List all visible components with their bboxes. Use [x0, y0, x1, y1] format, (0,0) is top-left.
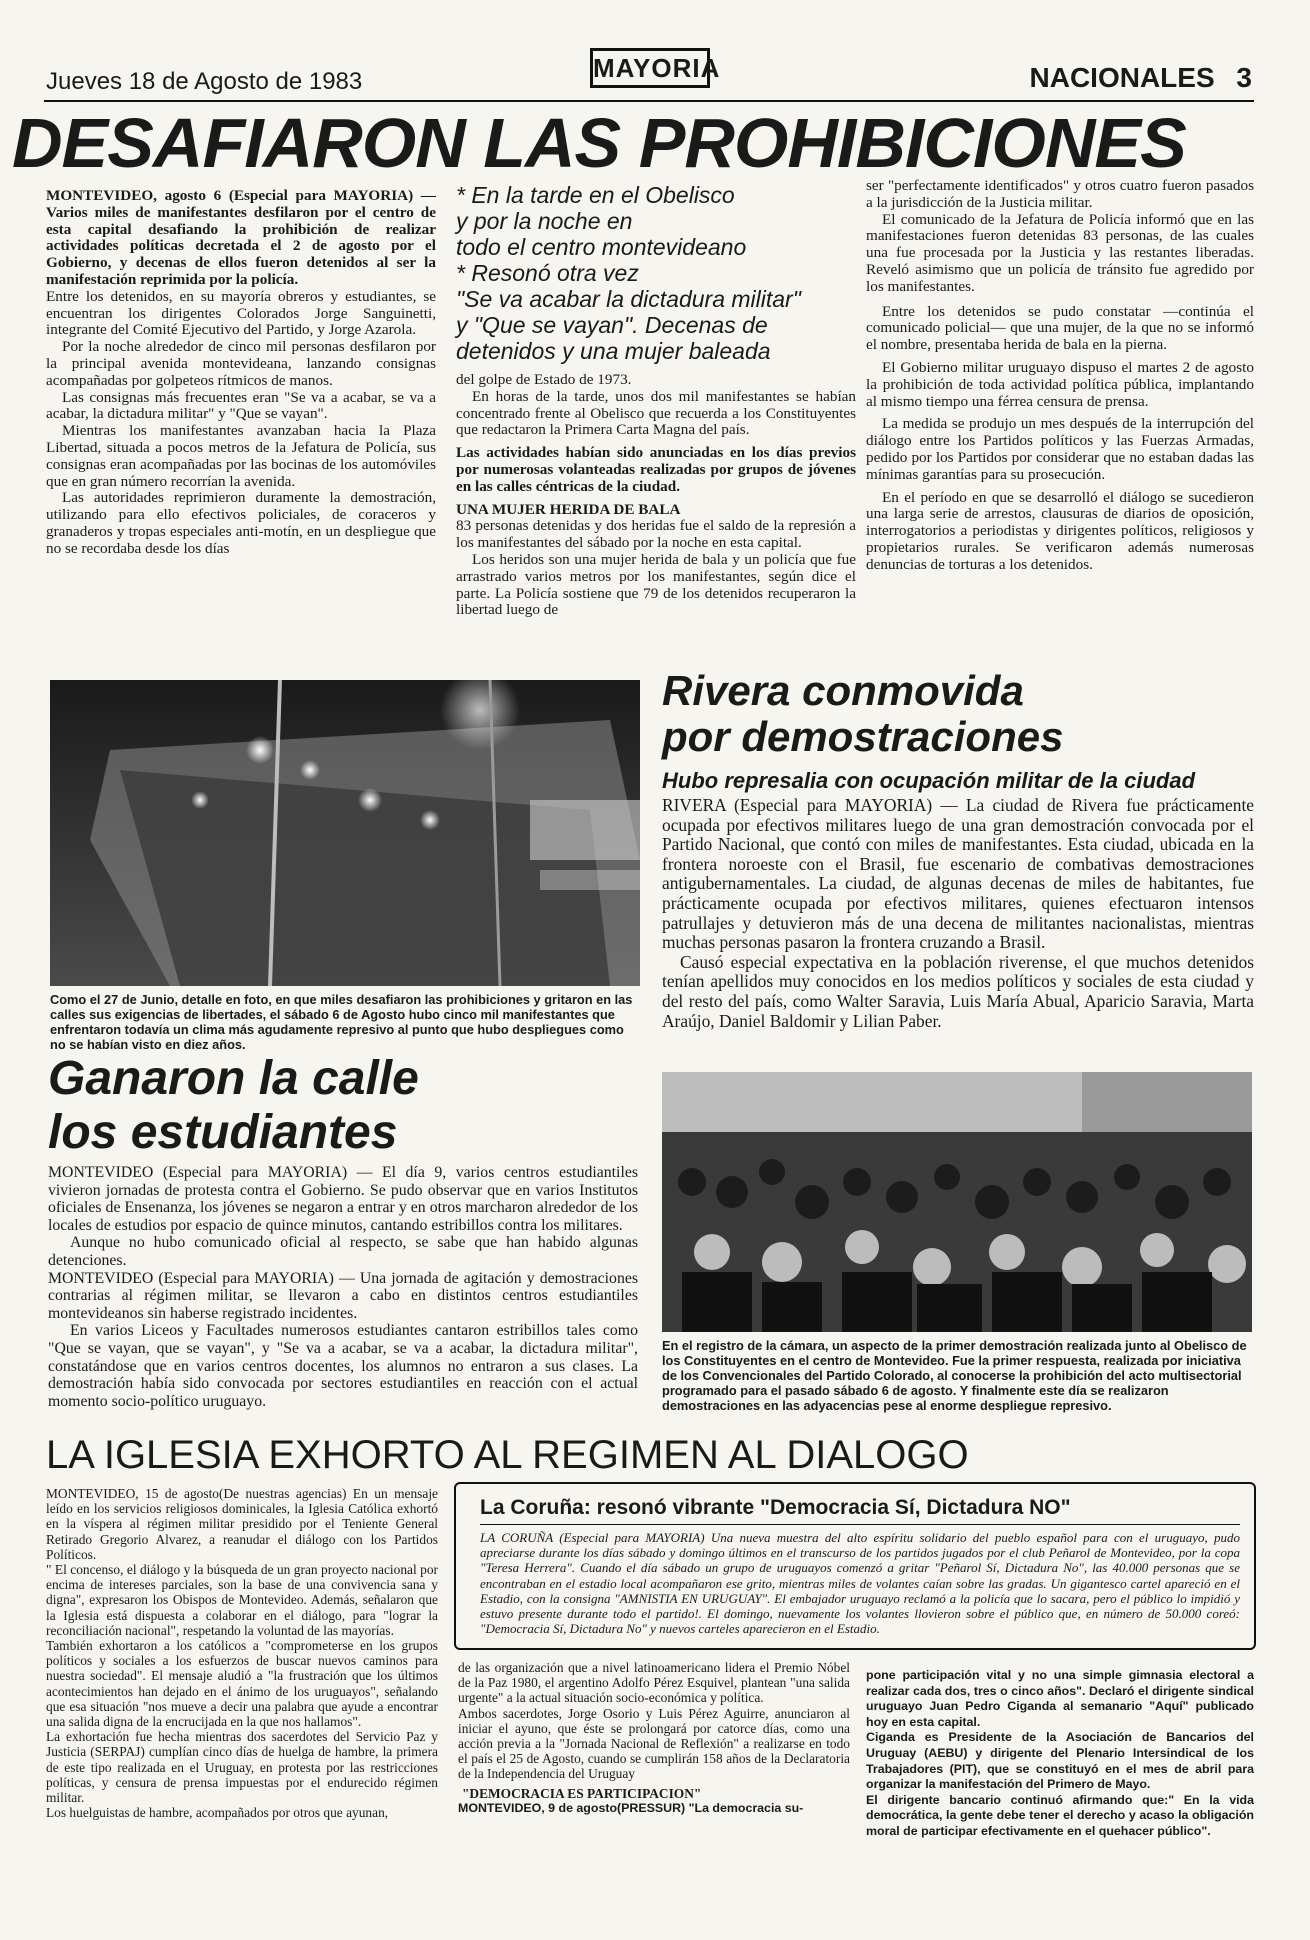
paragraph: ser "perfectamente identificados" y otros cuatro fueron pasados a la jurisdicción de la Justicia militar.: [866, 177, 1254, 211]
paragraph: Ambos sacerdotes, Jorge Osorio y Luis Pérez Aguirre, anunciaron al iniciar el ayuno, que éste se prolongará por catorce días, como una acción previa a la "Jornada Nacional de Reflexión" a realizarse en todo el país el 25 de Agosto, cuando se cumplirán 158 años de la Declaratoria de la Independencia del Uruguay: [458, 1705, 850, 1782]
paragraph: La exhortación fue hecha mientras dos sacerdotes del Servicio Paz y Justicia (SERPAJ) cumplían cinco días de huelga de hambre, la primera de este tipo realizada en el Uruguay, en protesta por las restricciones políticas, y censura de prensa impuestas por el endurecido régimen militar.: [46, 1729, 438, 1806]
section-title: [1030, 62, 1252, 94]
paragraph: El dirigente bancario continuó afirmando que:" En la vida democrática, la gente debe tener el derecho y acaso la obligación moral de participar efectivamente en el quehacer público".: [866, 1792, 1254, 1838]
subheading: "DEMOCRACIA ES PARTICIPACION": [462, 1785, 702, 1801]
subheading: UNA MUJER HERIDA DE BALA: [456, 500, 681, 518]
newspaper-logo: MAYORIA: [590, 48, 710, 88]
paragraph: La medida se produjo un mes después de la interrupción del diálogo entre los Partidos políticos y las Fuerzas Armadas, pedido por los Partidos por considerar que no estaban dadas las mínimas garantías para su prosecución.: [866, 415, 1254, 483]
kicker-line: * Resonó otra vez: [456, 260, 639, 286]
paragraph: del golpe de Estado de 1973.: [456, 371, 632, 388]
paragraph: pone participación vital y no una simple gimnasia electoral a realizar cada dos, tres o cinco años". Declaró el dirigente sindical uruguayo Juan Pedro Ciganda al semanario "Aquí" publicado hoy en esta capital.: [866, 1668, 1254, 1729]
paragraph: Por la noche alrededor de cinco mil personas desfilaron por la principal avenida montevideana, lanzando consignas acompañadas por golpeteos rítmicos de manos.: [46, 338, 436, 389]
coruna-box: [454, 1482, 1256, 1650]
paragraph: El Gobierno militar uruguayo dispuso el martes 2 de agosto la prohibición de toda actividad política pública, implantando al mismo tiempo una férrea censura de prensa.: [866, 358, 1254, 410]
coruna-headline: La Coruña: resonó vibrante "Democracia Sí, Dictadura NO": [480, 1496, 1240, 1525]
issue-date: Jueves 18 de Agosto de 1983: [46, 68, 363, 95]
paragraph: En varios Liceos y Facultades numerosos estudiantes cantaron estribillos tales como "Que se vayan, que se vayan", y "Se va a acabar, se va a acabar, la dictadura militar", constatándose que en varios centros docentes, los alumnos no entraron a sus clases. La demostración había sido convocada por sectores estudiantiles en reacción con el actual momento socio-político uruguayo.: [48, 1322, 638, 1410]
paragraph: Las autoridades reprimieron duramente la demostración, utilizando para ello efectivos policiales, de coraceros y granaderos y tropas especiales anti-motín, en un despliegue que no se recordaba desde los días: [46, 489, 436, 557]
main-article-col3: [866, 178, 1254, 574]
kicker-line: y "Que se vayan". Decenas de: [456, 312, 768, 338]
rivera-headline-line: por demostraciones: [662, 713, 1064, 760]
iglesia-col2: [458, 1660, 850, 1816]
paragraph: Entre los detenidos se pudo constatar —continúa el comunicado policial— que una mujer, de la que no se informó el nombre, presentaba herida de bala en la pierna.: [866, 302, 1254, 354]
paragraph: Los heridos son una mujer herida de bala y un policía que fue arrastrado varios metros por los manifestantes, según dice el parte. La Policía sostiene que 79 de los detenidos recuperaron la libertad luego de: [456, 550, 856, 619]
main-kicker: [456, 182, 856, 364]
kicker-line: detenidos y una mujer baleada: [456, 338, 771, 364]
paragraph: Las consignas más frecuentes eran "Se va a acabar, se va a acabar, la dictadura militar" y "Que se vayan".: [46, 388, 436, 423]
photo-obelisco-crowd: [662, 1072, 1252, 1332]
lead-paragraph: MONTEVIDEO, agosto 6 (Especial para MAYORIA) — Varios miles de manifestantes desfilaron por el centro de esta capital desafiando la prohibición de realizar actividades políticas decretada el 2 de agosto por el Gobierno, y decenas de ellos fueron detenidos al ser la manifestación reprimida por la policía.: [46, 187, 436, 288]
crowd-photo-icon: [662, 1072, 1252, 1332]
paragraph-bold: Las actividades habían sido anunciadas en los días previos por numerosas volanteadas realizadas por grupos de jóvenes en las calles céntricas de la ciudad.: [456, 444, 856, 495]
section-name: NACIONALES: [1029, 62, 1215, 93]
paragraph: Aunque no hubo comunicado oficial al respecto, se sabe que han habido algunas detenciones.: [48, 1234, 638, 1269]
iglesia-headline: LA IGLESIA EXHORTO AL REGIMEN AL DIALOGO: [46, 1433, 969, 1477]
estudiantes-article: [48, 1164, 638, 1410]
main-article-col1: [46, 188, 436, 558]
kicker-line: y por la noche en: [456, 208, 633, 234]
paragraph: MONTEVIDEO (Especial para MAYORIA) — Una jornada de agitación y demostraciones contrarias al régimen militar, se llevaron a cabo en distintos centros estudiantiles montevideanos sin haberse registrado incidentes.: [48, 1269, 638, 1322]
main-article-col2: [456, 372, 856, 619]
photo-night-march: [50, 680, 640, 986]
paragraph: En el período en que se desarrolló el diálogo se sucedieron una larga serie de arrestos, clausuras de diarios de oposición, interrogatorios a periodistas y dirigentes políticos, religiosos y propietarios rurales. Se verificaron además numerosas denuncias de torturas a los detenidos.: [866, 488, 1254, 573]
rivera-headline-line: Rivera conmovida: [662, 667, 1024, 714]
paragraph: Ciganda es Presidente de la Asociación de Bancarios del Uruguay (AEBU) y dirigente del Plenario Intersindical de los Trabajadores (PIT), que se constituyó en el mes de abril para organizar la manifestación del Primero de Mayo.: [866, 1730, 1254, 1792]
main-headline: DESAFIARON LAS PROHIBICIONES: [12, 104, 1186, 182]
iglesia-col3: [866, 1668, 1254, 1840]
paragraph: 83 personas detenidas y dos heridas fue el saldo de la represión a los manifestantes del sábado por la noche en esta capital.: [456, 517, 856, 552]
photo2-caption: En el registro de la cámara, un aspecto de la primer demostración realizada junto al Obelisco de los Constituyentes en el centro de Montevideo. Fue la primer respuesta, realizada por iniciativa de los Convencionales del Partido Colorado, al conocerse la prohibición del acto multisectorial programado para el pasado sábado 6 de agosto. Y finalmente este día se realizaron demostraciones en las adyacencias pese al enorme despliegue represivo.: [662, 1338, 1247, 1413]
paragraph: RIVERA (Especial para MAYORIA) — La ciudad de Rivera fue prácticamente ocupada por efectivos militares luego de una gran demostración convocada por el Partido Nacional, que contó con miles de manifestantes. Esta ciudad, ubicada en la frontera noroeste con el Brasil, fue escenario de combativas demostraciones antigubernamentales. La ciudad, de algunas decenas de miles de habitantes, fue prácticamente ocupada por efectivos militares, quienes efectuaron intensos patrullajes y detuvieron más de una decena de militantes nacionalistas, mientras muchas personas pasaron la frontera cruzando a Brasil.: [662, 795, 1254, 953]
crowd-photo-icon: [50, 680, 640, 986]
paragraph: En horas de la tarde, unos dos mil manifestantes se habían concentrado frente al Obelisco que recuerda a los Constituyentes que redactaron la Primera Carta Magna del país.: [456, 387, 856, 439]
paragraph: MONTEVIDEO, 15 de agosto(De nuestras agencias) En un mensaje leído en los servicios religiosos dominicales, la Iglesia Católica exhortó en la víspera al régimen militar presidido por el Teniente General Retirado Gregorio Alvarez, a reanudar el diálogo con los Partidos Políticos.: [46, 1486, 438, 1562]
paragraph: " El concenso, el diálogo y la búsqueda de un gran proyecto nacional por encima de intereses parciales, son la base de una convivencia sana y digna", expresaron los Obispos de Montevideo. Además, señalaron que la Iglesia está dispuesta a colaborar en el diálogo, para "lograr la reconciliación nacional", respetando la voluntad de las mayorías.: [46, 1562, 438, 1638]
coruna-text: LA CORUÑA (Especial para MAYORIA) Una nueva muestra del alto espíritu solidario del pueblo español para con el uruguayo, pudo apreciarse durante los días sábado y domingo últimos en el transcurso de los partidos jugados por el club Peñarol de Montevideo, por la copa "Teresa Herrera". Cuando el día sábado un grupo de uruguayos comenzó a gritar "Peñarol Sí, Dictadura No", las 40.000 personas que se encontraban en el estadio local acompañaron ese grito, mientras miles de volantes caían sobre las gradas. Un gigantesco cartel apareció en el Estadio, con la consigna "AMNISTIA EN URUGUAY". El embajador uruguayo reclamó a la policía que lo sacara, pero el público lo impidió y estuvo presente durante todo el partido!. El domingo, nuevamente los volantes llovieron sobre el público que, en número de 50.000 coreó: "Democracia Sí, Dictadura No" y nuevos carteles aparecieron en el Estadio.: [480, 1530, 1240, 1637]
paragraph: Los huelguistas de hambre, acompañados por otros que ayunan,: [46, 1805, 389, 1821]
photo1-caption: Como el 27 de Junio, detalle en foto, en que miles desafiaron las prohibiciones y gritaron en las calles sus exigencias de libertades, el sábado 6 de Agosto hubo cinco mil manifestantes que enfrentaron todavía un clima más agudamente represivo al punto que hubo despliegues como no se habían visto en diez años.: [50, 992, 633, 1052]
iglesia-col1: [46, 1486, 438, 1820]
rivera-subhead: Hubo represalia con ocupación militar de la ciudad: [662, 768, 1196, 793]
paragraph: MONTEVIDEO (Especial para MAYORIA) — El día 9, varios centros estudiantiles vivieron jornadas de protesta contra el Gobierno. Se pudo observar que en varios Institutos oficiales de Ensenanza, los jóvenes se negaron a entrar y en otros marcharon alrededor de los locales de estudios por espacio de quince minutos, cantando estribillos contra los militares.: [48, 1164, 638, 1234]
kicker-line: todo el centro montevideano: [456, 234, 747, 260]
kicker-line: "Se va acabar la dictadura militar": [456, 286, 801, 312]
paragraph: Entre los detenidos, en su mayoría obreros y estudiantes, se encuentran los dirigentes Colorados Jorge Sanguinetti, integrante del Comité Ejecutivo del Partido, y Jorge Azarola.: [46, 287, 436, 339]
rivera-headline: [662, 668, 1262, 760]
estudiantes-headline-line: Ganaron la calle: [48, 1052, 419, 1105]
paragraph: de las organización que a nivel latinoamericano lidera el Premio Nóbel de la Paz 1980, el argentino Adolfo Pérez Esquivel, plantean "una salida urgente" a la actual situación socio-económica y política.: [458, 1660, 850, 1706]
paragraph: Causó especial expectativa en la población riverense, el que muchos detenidos tenían apellidos muy conocidos en los medios políticos y sociales de esta ciudad y del resto del país, como Walter Saravia, Luis María Abual, Aparicio Saravia, Marta Araújo, Daniel Baldomir y Lilian Paber.: [662, 951, 1254, 1031]
kicker-line: * En la tarde en el Obelisco: [456, 182, 735, 208]
paragraph: MONTEVIDEO, 9 de agosto(PRESSUR) "La democracia su-: [458, 1800, 804, 1815]
rivera-article: [662, 796, 1254, 1031]
paragraph: El comunicado de la Jefatura de Policía informó que en las manifestaciones fueron detenidas 83 personas, de las cuales una fue procesada por la Justicia y las restantes liberadas. Reveló asimismo que un policía de tránsito fue agredido por los manifestantes.: [866, 210, 1254, 295]
paragraph: También exhortaron a los católicos a "comprometerse en los grupos políticos y sociales a los esfuerzos de buscar nuevos caminos para nuestra sociedad". El mensaje aludió a "la frustración que los últimos acontecimientos han dejado en el ánimo de los uruguayos", señalando que esa situación "nos mueve a decir una palabra que ayude a encontrar una salida digna de la encrucijada en la que nos hallamos".: [46, 1638, 438, 1730]
estudiantes-headline-line: los estudiantes: [48, 1106, 398, 1159]
page-number: 3: [1236, 62, 1252, 93]
estudiantes-headline: [48, 1052, 648, 1160]
paragraph: Mientras los manifestantes avanzaban hacia la Plaza Libertad, situada a pocos metros de la Jefatura de Policía, sus consignas eran acompañadas por las bocinas de los automóviles que en gran número recorrían la avenida.: [46, 422, 436, 490]
